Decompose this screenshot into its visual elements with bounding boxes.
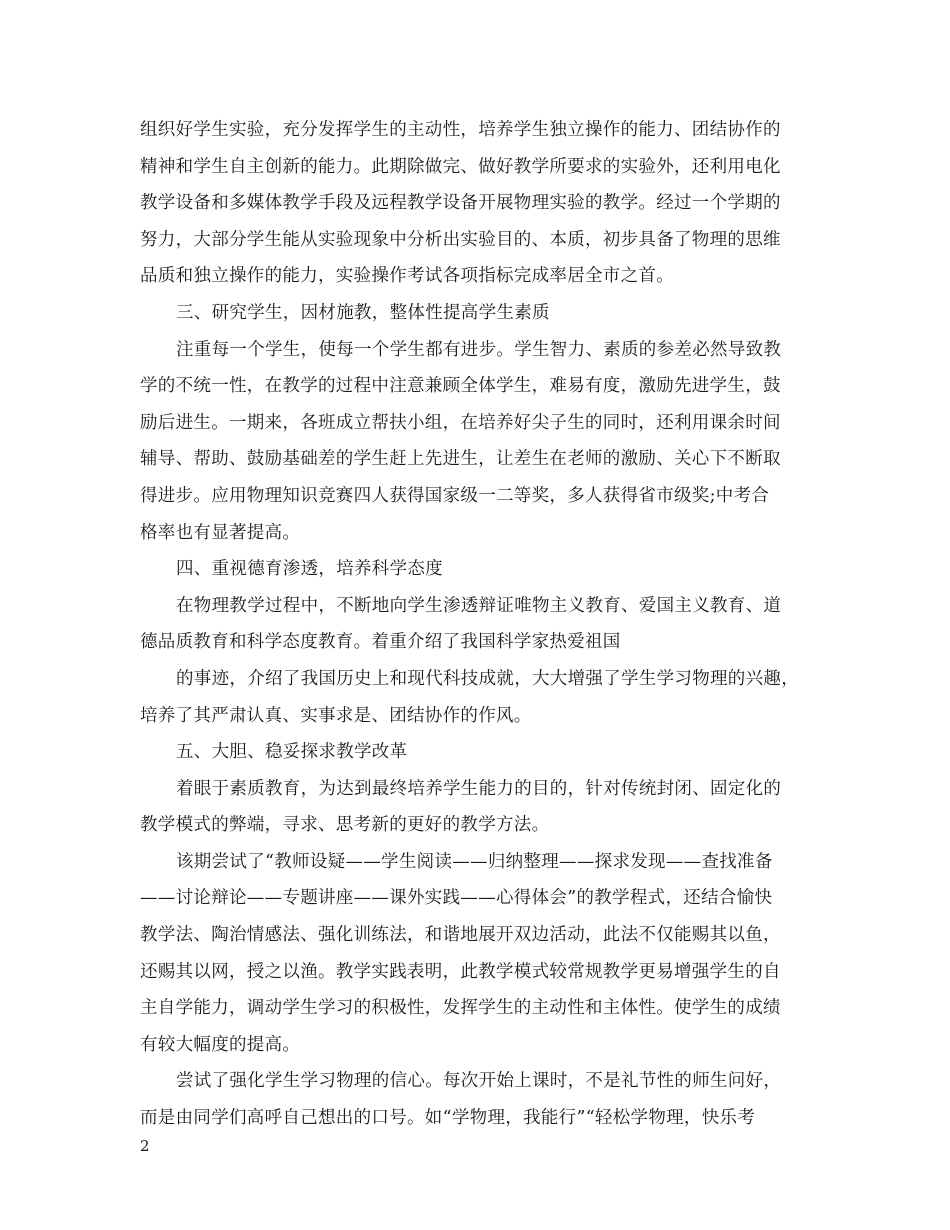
text-line: 品质和独立操作的能力，实验操作考试各项指标完成率居全市之首。 [140,266,674,287]
text-line: 组织好学生实验，充分发挥学生的主动性，培养学生独立操作的能力、团结协作的 [140,120,781,140]
text-line: 培养了其严肃认真、实事求是、团结协作的作风。 [140,705,532,726]
text-line: 有较大幅度的提高。 [140,1034,301,1055]
text-line: 辅导、帮助、鼓励基础差的学生赶上先进生，让差生在老师的激励、关心下不断取 [140,449,781,470]
text-line: 在物理教学过程中，不断地向学生渗透辩证唯物主义教育、爱国主义教育、道 [176,595,782,616]
text-line: 注重每一个学生，使每一个学生都有进步。学生智力、素质的参差必然导致教 [176,339,782,360]
text-line: 主自学能力，调动学生学习的积极性，发挥学生的主动性和主体性。使学生的成绩 [140,998,781,1019]
text-line: 学的不统一性，在教学的过程中注意兼顾全体学生，难易有度，激励先进学生，鼓 [140,376,781,397]
section-heading: 三、研究学生，因材施教，整体性提高学生素质 [176,302,550,323]
text-line: 励后进生。一期来，各班成立帮扶小组，在培养好尖子生的同时，还利用课余时间 [140,412,781,433]
text-line: 还赐其以网，授之以渔。教学实践表明，此教学模式较常规教学更易增强学生的自 [140,961,781,982]
section-heading: 五、大胆、稳妥探求教学改革 [176,742,408,763]
text-line: 得进步。应用物理知识竞赛四人获得国家级一二等奖，多人获得省市级奖;中考合 [140,485,770,506]
text-line: ——讨论辩论——专题讲座——课外实践——心得体会”的教学程式，还结合愉快 [140,888,773,909]
body-text [140,112,820,1137]
text-line: 精神和学生自主创新的能力。此期除做完、做好教学所要求的实验外，还利用电化 [140,156,781,177]
text-line: 教学设备和多媒体教学手段及远程教学设备开展物理实验的教学。经过一个学期的 [140,193,781,214]
text-line: 德品质教育和科学态度教育。着重介绍了我国科学家热爱祖国 [140,632,621,653]
text-line: 教学法、陶治情感法、强化训练法，和谐地展开双边活动，此法不仅能赐其以鱼， [140,925,781,946]
text-line: 努力，大部分学生能从实验现象中分析出实验目的、本质，初步具备了物理的思维 [140,229,781,250]
text-line: 尝试了强化学生学习物理的信心。每次开始上课时，不是礼节性的师生问好， [176,1071,782,1092]
text-line: 的事迹，介绍了我国历史上和现代科技成就，大大增强了学生学习物理的兴趣， [176,668,799,689]
page-number: 2 [140,1137,150,1155]
text-line: 教学模式的弊端，寻求、思考新的更好的教学方法。 [140,815,550,836]
text-line: 着眼于素质教育，为达到最终培养学生能力的目的，针对传统封闭、固定化的 [176,778,782,799]
section-heading: 四、重视德育渗透，培养科学态度 [176,559,443,580]
text-line: 该期尝试了“教师设疑——学生阅读——归纳整理——探求发现——查找准备 [176,851,773,872]
text-line: 格率也有显著提高。 [140,522,301,543]
text-line: 而是由同学们高呼自己想出的口号。如“学物理，我能行”“轻松学物理，快乐考 [140,1108,756,1129]
